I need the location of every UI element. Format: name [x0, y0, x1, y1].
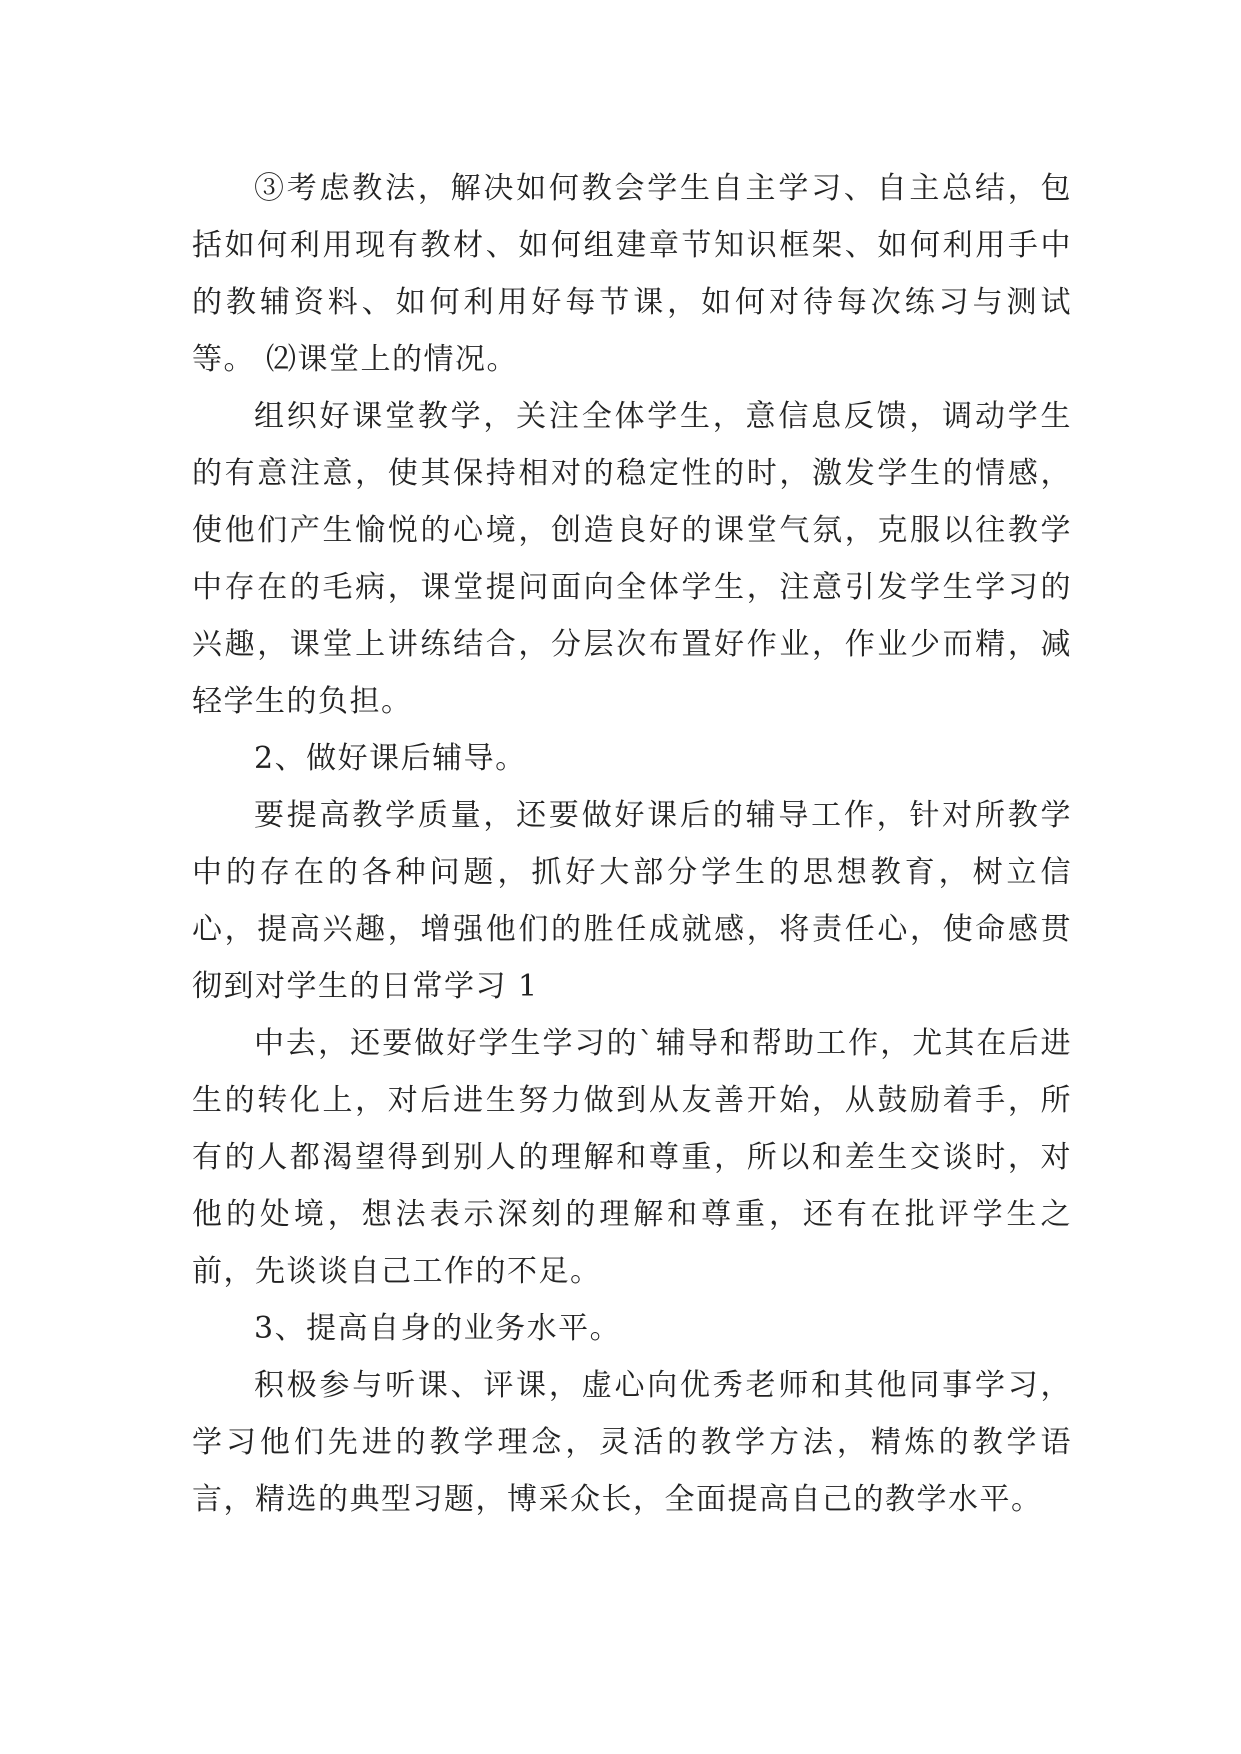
heading-professional-level: 3、提高自身的业务水平。: [254, 1311, 622, 1346]
heading-after-class-tutoring: 2、做好课后辅导。: [254, 741, 527, 776]
paragraph-struggling-students: 中去，还要做好学生学习的`辅导和帮助工作，尤其在后进生的转化上，对后进生努力做到从友善开始，从鼓励着手，所有的人都渴望得到别人的理解和尊重，所以和差生交谈时，对他的处境，想法表示深刻的理解和尊重，还有在批评学生之前，先谈谈自己工作的不足。: [192, 1026, 1072, 1289]
document-body: [192, 160, 1072, 1528]
paragraph-tutoring-work: 要提高教学质量，还要做好课后的辅导工作，针对所教学中的存在的各种问题，抓好大部分学生的思想教育，树立信心，提高兴趣，增强他们的胜任成就感，将责任心，使命感贯彻到对学生的日常学习 1: [192, 798, 1072, 1004]
paragraph-learning-from-colleagues: 积极参与听课、评课，虚心向优秀老师和其他同事学习，学习他们先进的教学理念，灵活的教学方法，精炼的教学语言，精选的典型习题，博采众长，全面提高自己的教学水平。: [192, 1368, 1072, 1517]
paragraph-teaching-methods: ③考虑教法，解决如何教会学生自主学习、自主总结，包括如何利用现有教材、如何组建章节知识框架、如何利用手中的教辅资料、如何利用好每节课，如何对待每次练习与测试等。 ⑵课堂上的情况。: [192, 171, 1072, 377]
paragraph-classroom-teaching: 组织好课堂教学，关注全体学生，意信息反馈，调动学生的有意注意，使其保持相对的稳定性的时，激发学生的情感，使他们产生愉悦的心境，创造良好的课堂气氛，克服以往教学中存在的毛病，课堂提问面向全体学生，注意引发学生学习的兴趣，课堂上讲练结合，分层次布置好作业，作业少而精，减轻学生的负担。: [192, 399, 1072, 719]
